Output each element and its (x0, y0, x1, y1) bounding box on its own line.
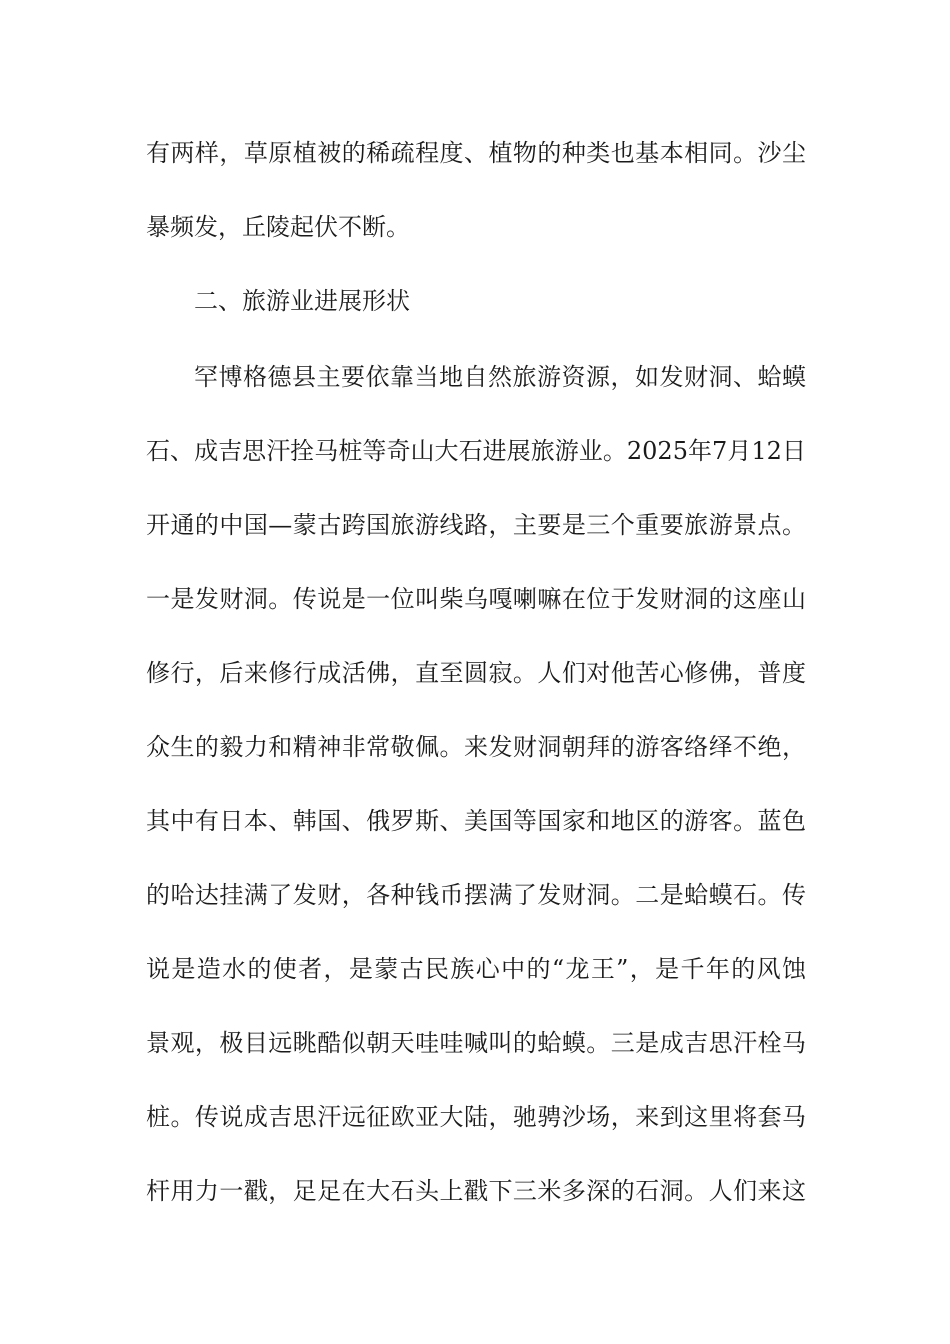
text-line-6: 开通的中国—蒙古跨国旅游线路，主要是三个重要旅游景点。 (146, 511, 806, 539)
text-line-11: 的哈达挂满了发财，各种钱币摆满了发财洞。二是蛤蟆石。传 (146, 881, 806, 909)
text-line-8: 修行，后来修行成活佛，直至圆寂。人们对他苦心修佛，普度 (146, 659, 806, 687)
text-line-12: 说是造水的使者，是蒙古民族心中的“龙王”，是千年的风蚀 (146, 955, 806, 983)
text-line-7: 一是发财洞。传说是一位叫柴乌嘎喇嘛在位于发财洞的这座山 (146, 585, 806, 613)
section-heading: 二、旅游业进展形状 (194, 287, 410, 315)
text-line-2: 暴频发，丘陵起伏不断。 (146, 213, 410, 241)
text-line-9: 众生的毅力和精神非常敬佩。来发财洞朝拜的游客络绎不绝， (146, 733, 806, 761)
text-line-15: 杆用力一戳，足足在大石头上戳下三米多深的石洞。人们来这 (146, 1177, 806, 1205)
text-line-14: 桩。传说成吉思汗远征欧亚大陆，驰骋沙场，来到这里将套马 (146, 1103, 806, 1131)
text-line-4: 罕博格德县主要依靠当地自然旅游资源，如发财洞、蛤蟆 (194, 363, 806, 391)
text-line-1: 有两样，草原植被的稀疏程度、植物的种类也基本相同。沙尘 (146, 139, 806, 167)
text-line-5: 石、成吉思汗拴马桩等奇山大石进展旅游业。2025年7月12日 (146, 437, 806, 465)
text-line-10: 其中有日本、韩国、俄罗斯、美国等国家和地区的游客。蓝色 (146, 807, 806, 835)
text-line-13: 景观，极目远眺酷似朝天哇哇喊叫的蛤蟆。三是成吉思汗栓马 (146, 1029, 806, 1057)
